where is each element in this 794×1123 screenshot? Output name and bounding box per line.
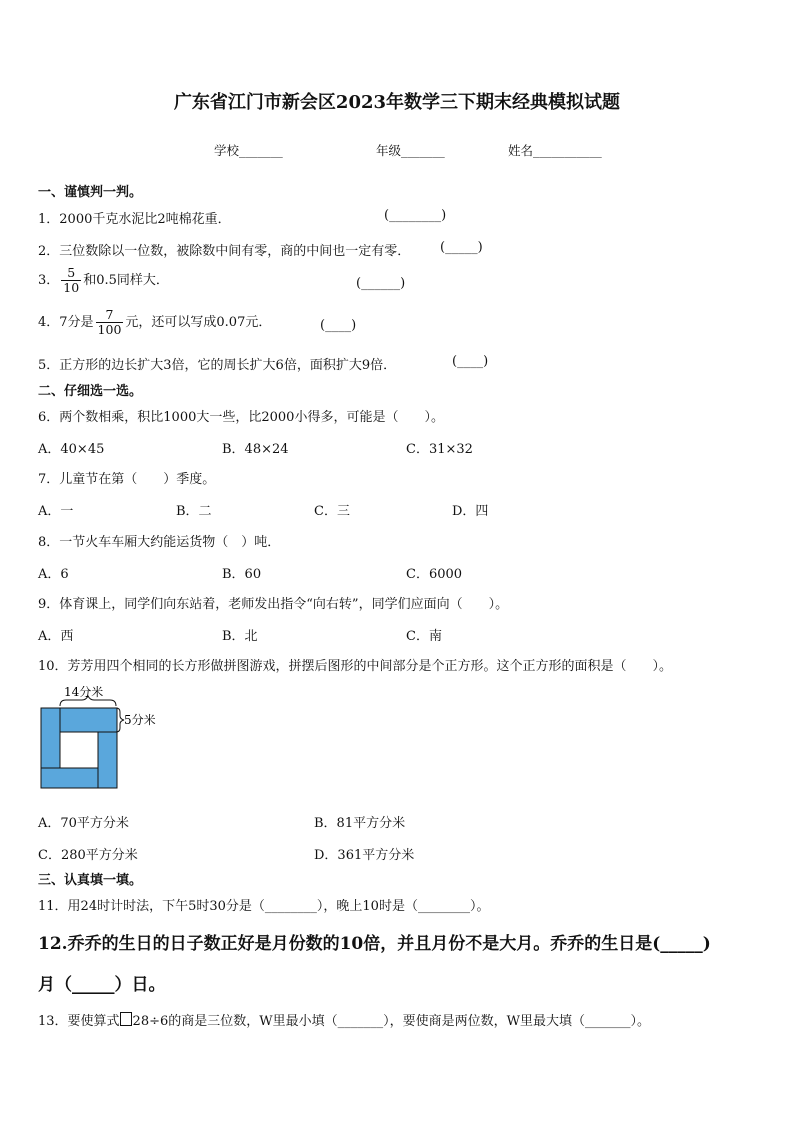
section-1-heading: 一、谨慎判一判。 (38, 185, 143, 200)
question-7-option-a: A．一 (38, 504, 74, 519)
figure-side-label: 5分米 (124, 713, 156, 727)
question-8-option-b: B．60 (222, 567, 262, 582)
question-10-option-c: C．280平方分米 (38, 848, 138, 863)
question-5: 5．正方形的边长扩大3倍，它的周长扩大6倍，面积扩大9倍． (38, 358, 397, 373)
grade-blank: _______ (401, 143, 445, 158)
question-6-option-a: A．40×45 (38, 442, 105, 457)
question-6-option-b: B．48×24 (222, 442, 289, 457)
fraction-numerator: 7 (105, 307, 114, 322)
question-9-option-c: C．南 (406, 629, 442, 644)
question-7: 7．儿童节在第（ ）季度。 (38, 472, 216, 487)
question-6: 6．两个数相乘，积比1000大一些，比2000小得多，可能是（ ）。 (38, 410, 444, 425)
name-blank: ___________ (533, 143, 602, 158)
question-12-line-1: 12.乔乔的生日的日子数正好是月份数的10倍，并且月份不是大月。乔乔的生日是(_____) (38, 934, 711, 954)
page-title: 广东省江门市新会区2023年数学三下期末经典模拟试题 (173, 92, 621, 113)
question-7-option-b: B．二 (176, 504, 212, 519)
question-4-prefix: 4．7分是 (38, 315, 94, 330)
question-2-answer: (_____) (440, 240, 483, 255)
question-2: 2．三位数除以一位数，被除数中间有零，商的中间也一定有零． (38, 244, 411, 259)
question-6-option-c: C．31×32 (406, 442, 473, 457)
question-13-prefix: 13．要使算式 (38, 1014, 120, 1029)
question-10-option-a: A．70平方分米 (38, 816, 129, 831)
question-3 (38, 266, 169, 295)
question-1: 1．2000千克水泥比2吨棉花重． (38, 212, 231, 227)
fraction (61, 266, 81, 295)
name-field (508, 141, 602, 159)
question-10-option-b: B．81平方分米 (314, 816, 406, 831)
grade-field (376, 141, 445, 159)
grade-label: 年级 (376, 143, 402, 158)
question-4-suffix: 元，还可以写成0.07元． (125, 315, 272, 330)
question-10-option-d: D．361平方分米 (314, 848, 415, 863)
section-2-heading: 二、仔细选一选。 (38, 384, 143, 399)
fraction-numerator: 5 (67, 265, 76, 280)
question-11: 11．用24时计时法，下午5时30分是（________），晚上10时是（________）。 (38, 899, 490, 914)
question-7-option-d: D．四 (452, 504, 489, 519)
question-12-line-2: 月（_____）日。 (38, 975, 166, 995)
question-8-option-a: A．6 (38, 567, 69, 582)
blank-box (120, 1012, 132, 1026)
question-9-option-b: B．北 (222, 629, 258, 644)
fraction-denominator: 10 (63, 280, 80, 295)
question-5-answer: (____) (452, 354, 489, 369)
question-9-option-a: A．西 (38, 629, 74, 644)
question-13-text: 28÷6的商是三位数，W里最小填（_______），要使商是两位数，W里最大填（_______）。 (132, 1014, 650, 1029)
question-3-answer: (______) (356, 276, 406, 291)
question-7-option-c: C．三 (314, 504, 350, 519)
school-field (214, 141, 283, 159)
question-10: 10．芳芳用四个相同的长方形做拼图游戏，拼摆后图形的中间部分是个正方形。这个正方形的面积是（ ）。 (38, 659, 673, 674)
question-8-option-c: C．6000 (406, 567, 463, 582)
question-3-prefix: 3． (38, 273, 60, 288)
question-8: 8．一节火车车厢大约能运货物（ ）吨． (38, 535, 281, 550)
question-4-answer: (____) (320, 318, 357, 333)
square-ring-figure (36, 686, 166, 792)
section-3-heading: 三、认真填一填。 (38, 873, 143, 888)
question-9: 9．体育课上，同学们向东站着，老师发出指令“向右转”，同学们应面向（ ）。 (38, 597, 509, 612)
question-3-suffix: 和0.5同样大． (83, 273, 169, 288)
school-blank: _______ (239, 143, 283, 158)
inner-square (60, 732, 98, 768)
figure-top-label: 14分米 (64, 686, 104, 699)
question-4 (38, 308, 271, 337)
fraction (96, 308, 124, 337)
question-13 (38, 1010, 650, 1029)
fraction-denominator: 100 (97, 322, 122, 337)
name-label: 姓名 (508, 143, 534, 158)
question-1-answer: (________) (384, 208, 447, 223)
school-label: 学校 (214, 143, 240, 158)
